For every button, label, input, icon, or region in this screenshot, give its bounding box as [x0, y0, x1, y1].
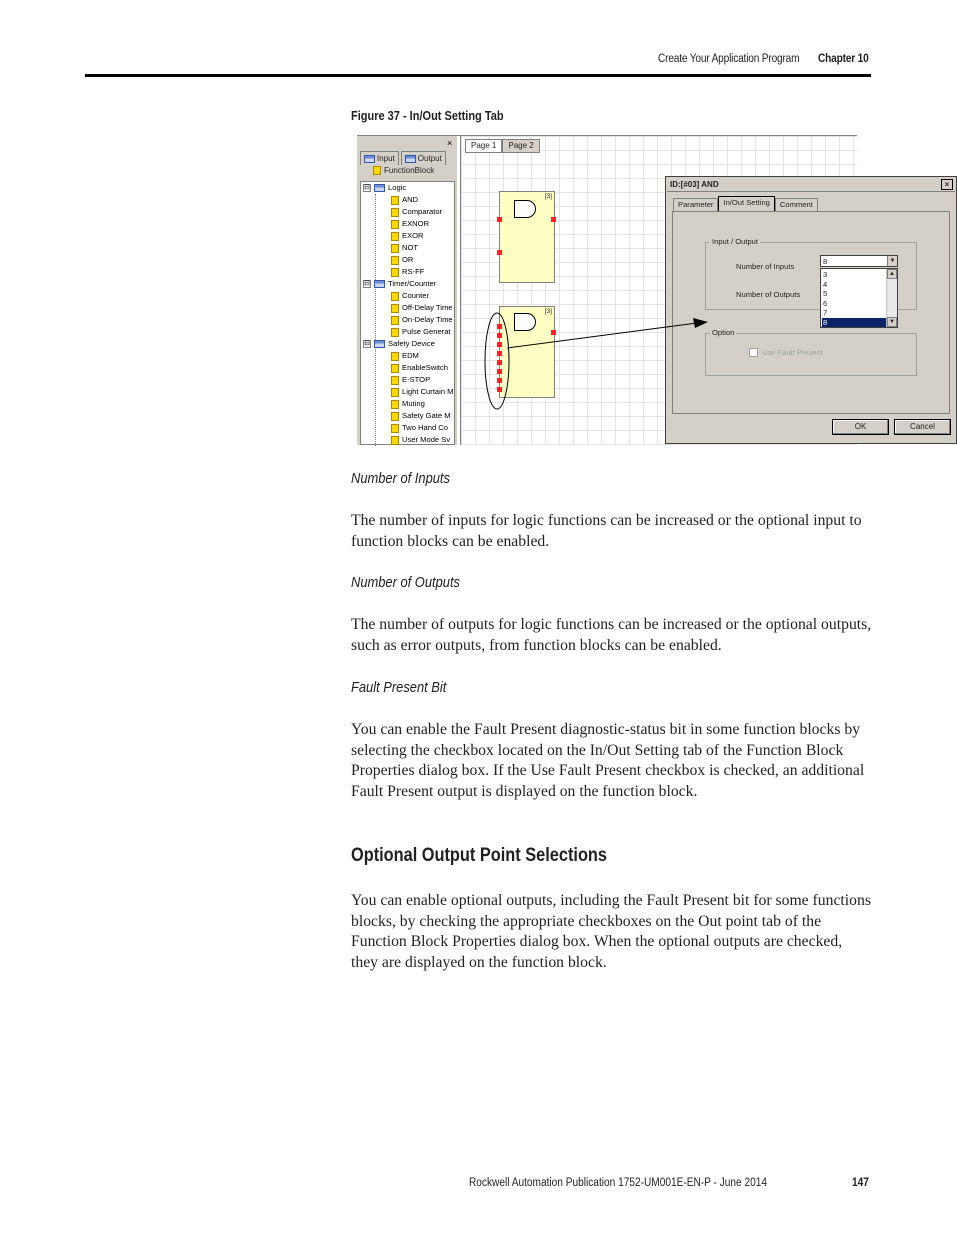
input-pin[interactable]: [497, 217, 502, 222]
tree-item-label: Light Curtain M: [402, 387, 454, 396]
section-heading-optional-output: Optional Output Point Selections: [351, 845, 607, 866]
tree-item-label: OR: [402, 255, 414, 264]
footer-publication: Rockwell Automation Publication 1752-UM001E-EN-P - June 2014: [469, 1177, 767, 1189]
tree-group-label: Logic: [388, 183, 407, 192]
tree-item-label: User Mode Sv: [402, 435, 451, 444]
output-pin[interactable]: [551, 217, 556, 222]
function-block-icon: [391, 316, 399, 325]
subheading-number-of-inputs: Number of Inputs: [351, 470, 450, 487]
tab-in-out-setting[interactable]: In/Out Setting: [718, 196, 774, 211]
tab-panel: [672, 211, 950, 414]
page-tab-1[interactable]: Page 1: [465, 139, 502, 153]
option-group-label: Option: [712, 328, 735, 337]
tree-group-label: Timer/Counter: [388, 279, 437, 288]
tree-item[interactable]: [391, 410, 451, 422]
tree-group-logic[interactable]: [363, 182, 406, 194]
input-pin[interactable]: [497, 387, 502, 392]
function-block-and-1[interactable]: [499, 191, 555, 283]
page-tab-2[interactable]: Page 2: [502, 139, 539, 153]
input-pin[interactable]: [497, 324, 502, 329]
output-pin[interactable]: [551, 330, 556, 335]
tree-item-label: EDM: [402, 351, 419, 360]
tree-item[interactable]: [391, 350, 419, 362]
paragraph-number-of-outputs: The number of outputs for logic functions can be increased or the optional outputs, such as error outputs, from function blocks can be enabled.: [351, 616, 872, 654]
tree-item[interactable]: [391, 290, 429, 302]
input-pin[interactable]: [497, 378, 502, 383]
function-block-icon: [391, 196, 399, 205]
input-pin[interactable]: [497, 351, 502, 356]
cancel-button[interactable]: Cancel: [894, 419, 951, 435]
dialog-tabs: [673, 196, 818, 211]
tree-item-label: Safety Gate M: [402, 411, 451, 420]
use-fault-present-label: Use Fault Present: [762, 348, 823, 357]
tree-item[interactable]: [391, 266, 424, 278]
function-block-icon: [391, 208, 399, 217]
collapse-icon[interactable]: ⊟: [364, 280, 370, 287]
palette-close-icon[interactable]: ×: [447, 138, 453, 148]
number-of-inputs-dropdown-list[interactable]: [820, 268, 898, 328]
input-output-group-label: Input / Output: [712, 237, 759, 246]
tree-item[interactable]: [391, 218, 429, 230]
input-pin[interactable]: [497, 342, 502, 347]
dialog-close-icon[interactable]: ×: [941, 179, 953, 190]
subheading-number-of-outputs: Number of Outputs: [351, 574, 460, 591]
function-block-icon: [391, 256, 399, 265]
number-of-inputs-combo[interactable]: [820, 255, 898, 267]
palette-tab-output[interactable]: [401, 151, 446, 165]
function-block-icon: [391, 244, 399, 253]
number-of-inputs-value: 8: [823, 257, 828, 266]
number-of-outputs-label: Number of Outputs: [736, 290, 801, 299]
tree-item-label: AND: [402, 195, 419, 204]
tree-item[interactable]: [391, 254, 413, 266]
function-block-icon: [391, 364, 399, 373]
scroll-down-icon[interactable]: ▼: [887, 317, 897, 327]
dialog-title-text: ID:[#03] AND: [670, 180, 719, 189]
input-icon: [364, 155, 375, 163]
tree-group-label: Safety Device: [388, 339, 435, 348]
page-tabs: [465, 139, 540, 153]
function-block-tree: [360, 181, 455, 445]
tree-item[interactable]: [391, 398, 425, 410]
collapse-icon[interactable]: ⊟: [364, 340, 370, 347]
dropdown-option[interactable]: 4: [823, 279, 828, 289]
output-icon: [405, 155, 416, 163]
palette-tab-output-label: Output: [417, 154, 442, 163]
dropdown-option[interactable]: 5: [823, 289, 828, 298]
input-pin[interactable]: [497, 333, 502, 338]
input-pin[interactable]: [497, 369, 502, 374]
tree-item[interactable]: [391, 242, 418, 254]
tree-guide-line: [375, 194, 376, 446]
function-block-icon: [391, 376, 399, 385]
tree-item[interactable]: [391, 230, 424, 242]
collapse-icon[interactable]: ⊟: [364, 184, 370, 191]
function-palette-panel: [357, 136, 457, 445]
tree-item-label: EXNOR: [402, 219, 430, 228]
figure-screenshot: [357, 135, 950, 444]
tree-item-label: Off-Delay Time: [402, 303, 453, 312]
function-block-icon: [391, 292, 399, 301]
tree-item[interactable]: [391, 386, 454, 398]
tree-item[interactable]: [391, 302, 453, 314]
scroll-up-icon[interactable]: ▲: [887, 269, 897, 279]
logic-canvas[interactable]: [460, 136, 950, 445]
dropdown-scrollbar[interactable]: [886, 269, 897, 327]
tree-item-label: E-STOP: [402, 375, 431, 384]
tree-item-label: Muting: [402, 399, 425, 408]
folder-icon: [374, 280, 385, 288]
block-id: [3]: [544, 193, 552, 200]
function-block-and-2[interactable]: [499, 306, 555, 398]
tree-item[interactable]: [391, 362, 448, 374]
dropdown-option[interactable]: 6: [823, 298, 828, 308]
paragraph-optional-output: You can enable optional outputs, including the Fault Present bit for some functions blocks, by checking the appropriate checkboxes on the Out point tab of the Function Block Properties dialog box. When the optional outputs are checked, they are displayed on the function block.: [351, 892, 871, 971]
dialog-title: [667, 178, 955, 192]
function-block-icon: [391, 268, 399, 277]
option-group: [705, 328, 917, 376]
tree-item-label: On-Delay Time: [402, 315, 453, 324]
tab-parameter[interactable]: Parameter: [673, 198, 718, 211]
function-block-icon: [391, 328, 399, 337]
tree-item[interactable]: [391, 314, 453, 326]
function-block-icon: [391, 220, 399, 229]
function-block-icon: [391, 412, 399, 421]
tab-comment[interactable]: Comment: [775, 198, 818, 211]
tree-item-label: EXOR: [402, 231, 424, 240]
palette-tab-input-label: Input: [377, 154, 395, 163]
tree-item-label: Pulse Generat: [402, 327, 451, 336]
tree-item[interactable]: [391, 326, 451, 338]
palette-tabs: [360, 151, 446, 165]
tree-item-label: Counter: [402, 291, 430, 300]
tree-item[interactable]: [391, 422, 448, 434]
paragraph-fault-present-bit: You can enable the Fault Present diagnostic-status bit in some function blocks by selecting the checkbox located on the In/Out Setting tab of the Function Block Properties dialog box. If the Use Fault Present checkbox is checked, an additional Fault Present output is displayed on the function block.: [351, 721, 865, 800]
running-header-chapter: Chapter 10: [818, 53, 869, 65]
tree-group-safety-device[interactable]: [363, 338, 435, 350]
and-gate-icon: [514, 200, 536, 218]
tree-item-label: Comparator: [402, 207, 443, 216]
input-pin[interactable]: [497, 250, 502, 255]
function-block-icon: [373, 166, 381, 175]
chevron-down-icon[interactable]: ▼: [887, 256, 897, 266]
subheading-fault-present-bit: Fault Present Bit: [351, 679, 447, 696]
function-block-properties-dialog: [665, 176, 957, 444]
and-gate-icon: [514, 313, 536, 331]
dropdown-option[interactable]: 7: [823, 308, 828, 317]
function-block-icon: [391, 388, 399, 397]
tree-item[interactable]: [391, 206, 442, 218]
function-block-icon: [391, 400, 399, 409]
function-block-icon: [391, 436, 399, 445]
tree-item[interactable]: [391, 434, 450, 446]
folder-icon: [374, 340, 385, 348]
tree-group-timer-counter[interactable]: [363, 278, 436, 290]
function-block-icon: [391, 304, 399, 313]
number-of-inputs-label: Number of Inputs: [736, 262, 795, 271]
tree-item-label: RS-FF: [402, 267, 425, 276]
dropdown-option[interactable]: 3: [823, 270, 828, 279]
function-block-icon: [391, 352, 399, 361]
function-block-icon: [391, 424, 399, 433]
footer-page-number: 147: [852, 1177, 869, 1189]
ok-button[interactable]: OK: [832, 419, 889, 435]
dropdown-option-selected[interactable]: 8: [822, 318, 887, 328]
tree-item[interactable]: [391, 194, 418, 206]
tree-item-label: NOT: [402, 243, 419, 252]
tree-item[interactable]: [391, 374, 430, 386]
folder-icon: [374, 184, 385, 192]
running-header-section: Create Your Application Program: [658, 53, 800, 65]
tree-item-label: EnableSwitch: [402, 363, 449, 372]
header-rule: [85, 74, 871, 77]
paragraph-number-of-inputs: The number of inputs for logic functions can be increased or the optional input to function blocks can be enabled.: [351, 512, 862, 550]
input-pin[interactable]: [497, 360, 502, 365]
palette-tab-function-block-label: FunctionBlock: [384, 166, 435, 175]
palette-tab-function-block[interactable]: [373, 164, 434, 177]
use-fault-present-checkbox[interactable]: [749, 348, 758, 357]
function-block-icon: [391, 232, 399, 241]
palette-tab-input[interactable]: [360, 151, 399, 165]
block-id: [3]: [544, 308, 552, 315]
tree-item-label: Two Hand Co: [402, 423, 449, 432]
figure-caption: Figure 37 - In/Out Setting Tab: [351, 109, 504, 123]
